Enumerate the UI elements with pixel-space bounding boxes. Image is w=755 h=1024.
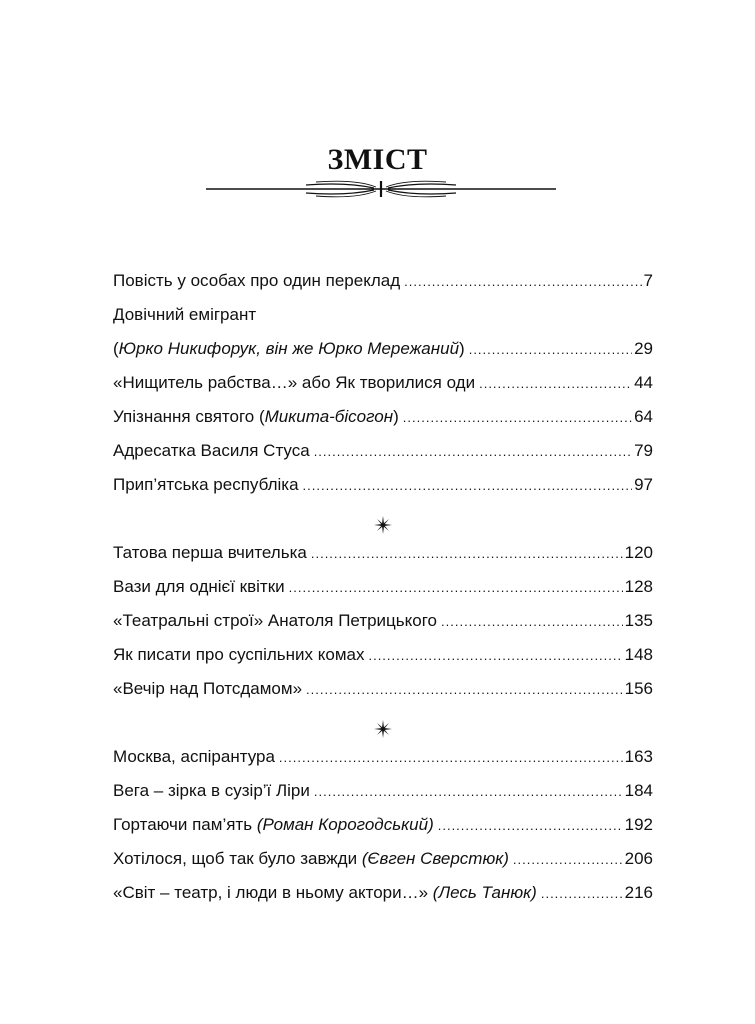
toc-entry-title: Як писати про суспільних комах [113, 645, 365, 664]
toc-entry[interactable] [113, 848, 653, 882]
toc-entry-title: Вега – зірка в сузір’ї Ліри [113, 781, 310, 800]
table-of-contents [113, 270, 653, 916]
toc-entry-page: 64 [634, 407, 653, 426]
toc-entry[interactable] [113, 746, 653, 780]
toc-entry-page: 7 [643, 271, 653, 290]
star-ornament-icon [373, 719, 393, 739]
toc-entry-title: Гортаючи пам’ять (Роман Корогодський) [113, 815, 434, 834]
toc-entry[interactable] [113, 678, 653, 712]
toc-entry[interactable] [113, 814, 653, 848]
dot-leader [368, 645, 622, 667]
toc-entry-title: Довічний емігрант [113, 305, 257, 324]
toc-entry-title: «Нищитель рабства…» або Як творилися оди [113, 373, 476, 392]
dot-leader [403, 407, 632, 429]
toc-entry-page: 120 [624, 543, 653, 562]
toc-entry-title: Татова перша вчителька [113, 543, 307, 562]
toc-entry[interactable] [113, 372, 653, 406]
toc-entry-title: «Театральні строї» Анатоля Петрицького [113, 611, 438, 630]
dot-leader [479, 373, 632, 395]
toc-entry-page: 29 [634, 339, 653, 358]
toc-entry[interactable] [113, 440, 653, 474]
toc-entry-page: 97 [634, 475, 653, 494]
toc-entry-page: 128 [624, 577, 653, 596]
toc-entry-title: «Світ – театр, і люди в ньому актори…» (Лесь Танюк) [113, 883, 537, 902]
toc-entry-title: Упізнання святого (Микита-бісогон) [113, 407, 399, 426]
star-ornament-icon [373, 515, 393, 535]
toc-entry-title: «Вечір над Потсдамом» [113, 679, 303, 698]
dot-leader [404, 271, 641, 293]
toc-entry-title: Вази для однієї квітки [113, 577, 285, 596]
toc-entry[interactable] [113, 474, 653, 508]
toc-entry-page: 163 [624, 747, 653, 766]
dot-leader [441, 611, 623, 633]
dot-leader [438, 815, 623, 837]
toc-entry-subtitle: (Юрко Никифорук, він же Юрко Мережаний) [113, 339, 465, 358]
dot-leader [314, 781, 623, 803]
toc-entry[interactable] [113, 780, 653, 814]
toc-entry-page: 44 [634, 373, 653, 392]
toc-entry[interactable] [113, 406, 653, 440]
toc-entry-page: 206 [624, 849, 653, 868]
section-separator [113, 508, 653, 542]
toc-entry-page: 192 [624, 815, 653, 834]
toc-entry-page: 79 [634, 441, 653, 460]
dot-leader [469, 339, 632, 361]
page-title: ЗМІСТ [327, 143, 428, 176]
toc-entry-page: 216 [624, 883, 653, 902]
toc-entry[interactable] [113, 610, 653, 644]
dot-leader [303, 475, 633, 497]
dot-leader [311, 543, 623, 565]
toc-entry[interactable] [113, 270, 653, 304]
toc-entry[interactable] [113, 542, 653, 576]
toc-entry-title: Хотілося, щоб так було завжди (Євген Сверстюк) [113, 849, 509, 868]
dot-leader [513, 849, 623, 871]
toc-entry[interactable] [113, 882, 653, 916]
toc-entry-title: Адресатка Василя Стуса [113, 441, 310, 460]
toc-entry-page: 148 [624, 645, 653, 664]
toc-entry-page: 156 [624, 679, 653, 698]
dot-leader [541, 883, 623, 905]
dot-leader [279, 747, 623, 769]
flourish-rule-icon [206, 178, 556, 200]
toc-entry-page: 184 [624, 781, 653, 800]
dot-leader [306, 679, 623, 701]
dot-leader [314, 441, 632, 463]
toc-entry-title: Повість у особах про один переклад [113, 271, 401, 290]
toc-entry-title: Москва, аспірантура [113, 747, 275, 766]
toc-entry-title: Прип’ятська республіка [113, 475, 299, 494]
toc-entry[interactable] [113, 304, 653, 372]
dot-leader [289, 577, 623, 599]
toc-entry[interactable] [113, 644, 653, 678]
section-separator [113, 712, 653, 746]
toc-entry[interactable] [113, 576, 653, 610]
toc-entry-page: 135 [624, 611, 653, 630]
